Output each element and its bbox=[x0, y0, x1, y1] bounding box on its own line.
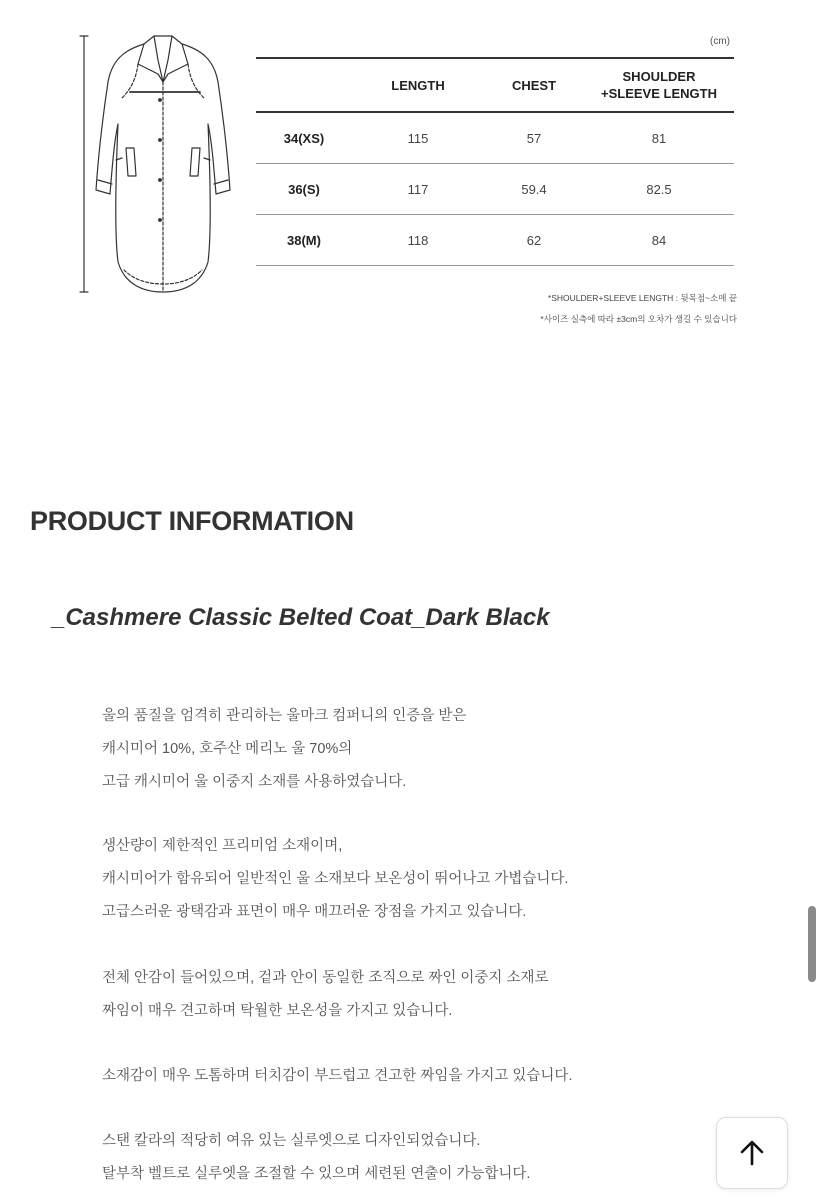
description-line: 울의 품질을 엄격히 관리하는 울마크 컴퍼니의 인증을 받은 bbox=[102, 708, 467, 724]
description-line: 짜임이 매우 견고하며 탁월한 보온성을 가지고 있습니다. bbox=[102, 1003, 453, 1019]
size-chart-header-row bbox=[256, 58, 734, 112]
product-name: _Cashmere Classic Belted Coat_Dark Black bbox=[52, 604, 550, 631]
shoulder-header-line2: +SLEEVE LENGTH bbox=[601, 86, 717, 101]
length-cell: 117 bbox=[352, 164, 484, 215]
size-column-header bbox=[256, 58, 352, 112]
scrollbar-thumb[interactable] bbox=[808, 906, 816, 982]
size-cell: 34(XS) bbox=[256, 112, 352, 164]
description-line: 스탠 칼라의 적당히 여유 있는 실루엣으로 디자인되었습니다. bbox=[102, 1133, 481, 1149]
arrow-up-icon bbox=[737, 1138, 767, 1168]
description-line: 전체 안감이 들어있으며, 겉과 안이 동일한 조직으로 짜인 이중지 소재로 bbox=[102, 970, 549, 986]
size-cell: 38(M) bbox=[256, 215, 352, 266]
chest-cell: 62 bbox=[484, 215, 584, 266]
size-chart-table bbox=[256, 57, 734, 266]
chest-cell: 57 bbox=[484, 112, 584, 164]
shoulder-header-line1: SHOULDER bbox=[622, 69, 696, 84]
length-cell: 118 bbox=[352, 215, 484, 266]
description-line: 고급 캐시미어 울 이중지 소재를 사용하였습니다. bbox=[102, 774, 407, 790]
description-line: 탈부착 벨트로 실루엣을 조절할 수 있으며 세련된 연출이 가능합니다. bbox=[102, 1166, 531, 1182]
chest-column-header: CHEST bbox=[484, 58, 584, 112]
size-cell: 36(S) bbox=[256, 164, 352, 215]
unit-label: (cm) bbox=[710, 36, 730, 47]
length-cell: 115 bbox=[352, 112, 484, 164]
chest-cell: 59.4 bbox=[484, 164, 584, 215]
table-row bbox=[256, 112, 734, 164]
coat-sketch-icon bbox=[78, 30, 248, 300]
description-line: 캐시미어 10%, 호주산 메리노 울 70%의 bbox=[102, 741, 353, 757]
description-line: 캐시미어가 함유되어 일반적인 울 소재보다 보온성이 뛰어나고 가볍습니다. bbox=[102, 871, 569, 887]
section-title: PRODUCT INFORMATION bbox=[30, 506, 354, 536]
shoulder-cell: 82.5 bbox=[584, 164, 734, 215]
shoulder-sleeve-column-header bbox=[584, 58, 734, 112]
shoulder-cell: 81 bbox=[584, 112, 734, 164]
size-note: *SHOULDER+SLEEVE LENGTH : 뒷목점~소매 끝 bbox=[547, 293, 737, 303]
shoulder-cell: 84 bbox=[584, 215, 734, 266]
table-row bbox=[256, 164, 734, 215]
description-line: 생산량이 제한적인 프리미엄 소재이며, bbox=[102, 838, 343, 854]
size-note: *사이즈 실측에 따라 ±3cm의 오차가 생길 수 있습니다 bbox=[540, 314, 737, 324]
scroll-to-top-button[interactable] bbox=[716, 1117, 788, 1189]
description-line: 고급스러운 광택감과 표면이 매우 매끄러운 장점을 가지고 있습니다. bbox=[102, 904, 527, 920]
length-column-header: LENGTH bbox=[352, 58, 484, 112]
description-line: 소재감이 매우 도톰하며 터치감이 부드럽고 견고한 짜임을 가지고 있습니다. bbox=[102, 1068, 573, 1084]
table-row bbox=[256, 215, 734, 266]
